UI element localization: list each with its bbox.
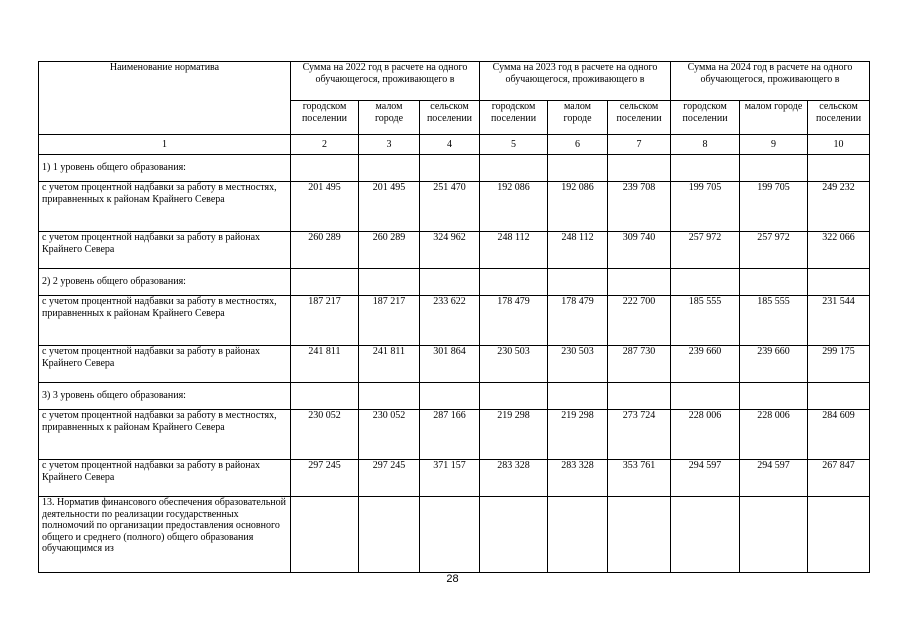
settlement-type-header: городском поселении	[480, 101, 548, 135]
value-cell	[480, 497, 548, 573]
value-cell: 297 245	[291, 460, 359, 497]
value-cell	[808, 155, 870, 182]
value-cell	[808, 269, 870, 296]
table-row	[39, 460, 870, 497]
row-label: с учетом процентной надбавки за работу в районах Крайнего Севера	[39, 460, 291, 497]
section-row	[39, 383, 870, 410]
value-cell: 273 724	[608, 410, 671, 460]
value-cell: 222 700	[608, 296, 671, 346]
value-cell: 185 555	[671, 296, 740, 346]
value-cell	[548, 269, 608, 296]
value-cell: 178 479	[548, 296, 608, 346]
value-cell: 283 328	[548, 460, 608, 497]
value-cell: 294 597	[740, 460, 808, 497]
settlement-type-header: малом городе	[359, 101, 420, 135]
row-label: 1) 1 уровень общего образования:	[39, 155, 291, 182]
settlement-type-header: сельском поселении	[808, 101, 870, 135]
value-cell: 192 086	[548, 182, 608, 232]
column-number: 7	[608, 135, 671, 155]
settlement-type-header: малом городе	[548, 101, 608, 135]
value-cell	[291, 269, 359, 296]
value-cell: 251 470	[420, 182, 480, 232]
settlement-type-header: городском поселении	[671, 101, 740, 135]
column-number: 2	[291, 135, 359, 155]
value-cell: 249 232	[808, 182, 870, 232]
value-cell	[420, 497, 480, 573]
row-label: 2) 2 уровень общего образования:	[39, 269, 291, 296]
value-cell: 257 972	[740, 232, 808, 269]
value-cell: 287 730	[608, 346, 671, 383]
value-cell	[671, 497, 740, 573]
row-label: с учетом процентной надбавки за работу в местностях, приравненных к районам Крайнего Севера	[39, 296, 291, 346]
value-cell	[480, 155, 548, 182]
column-number: 8	[671, 135, 740, 155]
value-cell	[359, 155, 420, 182]
section-row	[39, 155, 870, 182]
value-cell	[671, 269, 740, 296]
value-cell	[671, 383, 740, 410]
value-cell: 294 597	[671, 460, 740, 497]
year-2023-header: Сумма на 2023 год в расчете на одного обучающегося, проживающего в	[480, 62, 671, 101]
row-label: с учетом процентной надбавки за работу в районах Крайнего Севера	[39, 346, 291, 383]
value-cell: 185 555	[740, 296, 808, 346]
year-2022-header: Сумма на 2022 год в расчете на одного обучающегося, проживающего в	[291, 62, 480, 101]
column-number: 1	[39, 135, 291, 155]
value-cell: 230 503	[548, 346, 608, 383]
value-cell: 199 705	[671, 182, 740, 232]
value-cell	[740, 497, 808, 573]
value-cell: 239 660	[671, 346, 740, 383]
value-cell: 178 479	[480, 296, 548, 346]
section-row	[39, 269, 870, 296]
value-cell	[740, 155, 808, 182]
value-cell: 241 811	[359, 346, 420, 383]
value-cell	[420, 155, 480, 182]
value-cell	[608, 155, 671, 182]
value-cell	[808, 497, 870, 573]
value-cell: 297 245	[359, 460, 420, 497]
value-cell	[808, 383, 870, 410]
row-label: с учетом процентной надбавки за работу в местностях, приравненных к районам Крайнего Севера	[39, 182, 291, 232]
normatives-table	[38, 61, 870, 573]
settlement-type-header: сельском поселении	[420, 101, 480, 135]
value-cell	[671, 155, 740, 182]
value-cell: 309 740	[608, 232, 671, 269]
column-number: 3	[359, 135, 420, 155]
column-number: 10	[808, 135, 870, 155]
value-cell: 260 289	[359, 232, 420, 269]
value-cell	[608, 269, 671, 296]
value-cell	[548, 155, 608, 182]
value-cell	[548, 383, 608, 410]
row-label: 13. Норматив финансового обеспечения образовательной деятельности по реализации государственных полномочий по организации предоставления основного общего и среднего (полного) общего образования обучающимся из	[39, 497, 291, 573]
value-cell: 199 705	[740, 182, 808, 232]
value-cell: 230 503	[480, 346, 548, 383]
value-cell: 219 298	[480, 410, 548, 460]
value-cell: 228 006	[740, 410, 808, 460]
value-cell: 301 864	[420, 346, 480, 383]
table-row	[39, 296, 870, 346]
table-row	[39, 346, 870, 383]
value-cell	[420, 269, 480, 296]
column-number: 4	[420, 135, 480, 155]
value-cell: 239 708	[608, 182, 671, 232]
column-number: 6	[548, 135, 608, 155]
value-cell: 353 761	[608, 460, 671, 497]
header-row-years	[39, 62, 870, 101]
value-cell	[740, 383, 808, 410]
row-label: 3) 3 уровень общего образования:	[39, 383, 291, 410]
value-cell: 219 298	[548, 410, 608, 460]
page-number: 28	[446, 573, 459, 585]
value-cell: 228 006	[671, 410, 740, 460]
value-cell: 201 495	[291, 182, 359, 232]
value-cell: 231 544	[808, 296, 870, 346]
value-cell: 257 972	[671, 232, 740, 269]
row-label: с учетом процентной надбавки за работу в районах Крайнего Севера	[39, 232, 291, 269]
year-2024-header: Сумма на 2024 год в расчете на одного обучающегося, проживающего в	[671, 62, 870, 101]
value-cell: 187 217	[291, 296, 359, 346]
value-cell: 324 962	[420, 232, 480, 269]
name-column-header: Наименование норматива	[39, 62, 291, 135]
value-cell	[480, 269, 548, 296]
value-cell: 284 609	[808, 410, 870, 460]
value-cell	[740, 269, 808, 296]
value-cell	[548, 497, 608, 573]
value-cell	[480, 383, 548, 410]
value-cell: 287 166	[420, 410, 480, 460]
value-cell	[608, 497, 671, 573]
value-cell: 283 328	[480, 460, 548, 497]
value-cell	[420, 383, 480, 410]
value-cell	[291, 155, 359, 182]
value-cell	[359, 497, 420, 573]
value-cell: 192 086	[480, 182, 548, 232]
value-cell: 230 052	[359, 410, 420, 460]
value-cell: 201 495	[359, 182, 420, 232]
settlement-type-header: малом городе	[740, 101, 808, 135]
table-row	[39, 232, 870, 269]
row-label: с учетом процентной надбавки за работу в местностях, приравненных к районам Крайнего Севера	[39, 410, 291, 460]
column-number-row	[39, 135, 870, 155]
value-cell: 241 811	[291, 346, 359, 383]
value-cell: 267 847	[808, 460, 870, 497]
settlement-type-header: городском поселении	[291, 101, 359, 135]
column-number: 5	[480, 135, 548, 155]
table-row	[39, 182, 870, 232]
value-cell	[291, 383, 359, 410]
value-cell: 248 112	[480, 232, 548, 269]
settlement-type-header: сельском поселении	[608, 101, 671, 135]
table-row	[39, 497, 870, 573]
value-cell: 299 175	[808, 346, 870, 383]
value-cell	[359, 383, 420, 410]
value-cell: 322 066	[808, 232, 870, 269]
value-cell: 260 289	[291, 232, 359, 269]
value-cell	[291, 497, 359, 573]
value-cell: 371 157	[420, 460, 480, 497]
value-cell: 248 112	[548, 232, 608, 269]
value-cell: 239 660	[740, 346, 808, 383]
column-number: 9	[740, 135, 808, 155]
value-cell	[359, 269, 420, 296]
value-cell: 187 217	[359, 296, 420, 346]
table-row	[39, 410, 870, 460]
value-cell: 233 622	[420, 296, 480, 346]
table-body	[39, 155, 870, 573]
value-cell: 230 052	[291, 410, 359, 460]
value-cell	[608, 383, 671, 410]
